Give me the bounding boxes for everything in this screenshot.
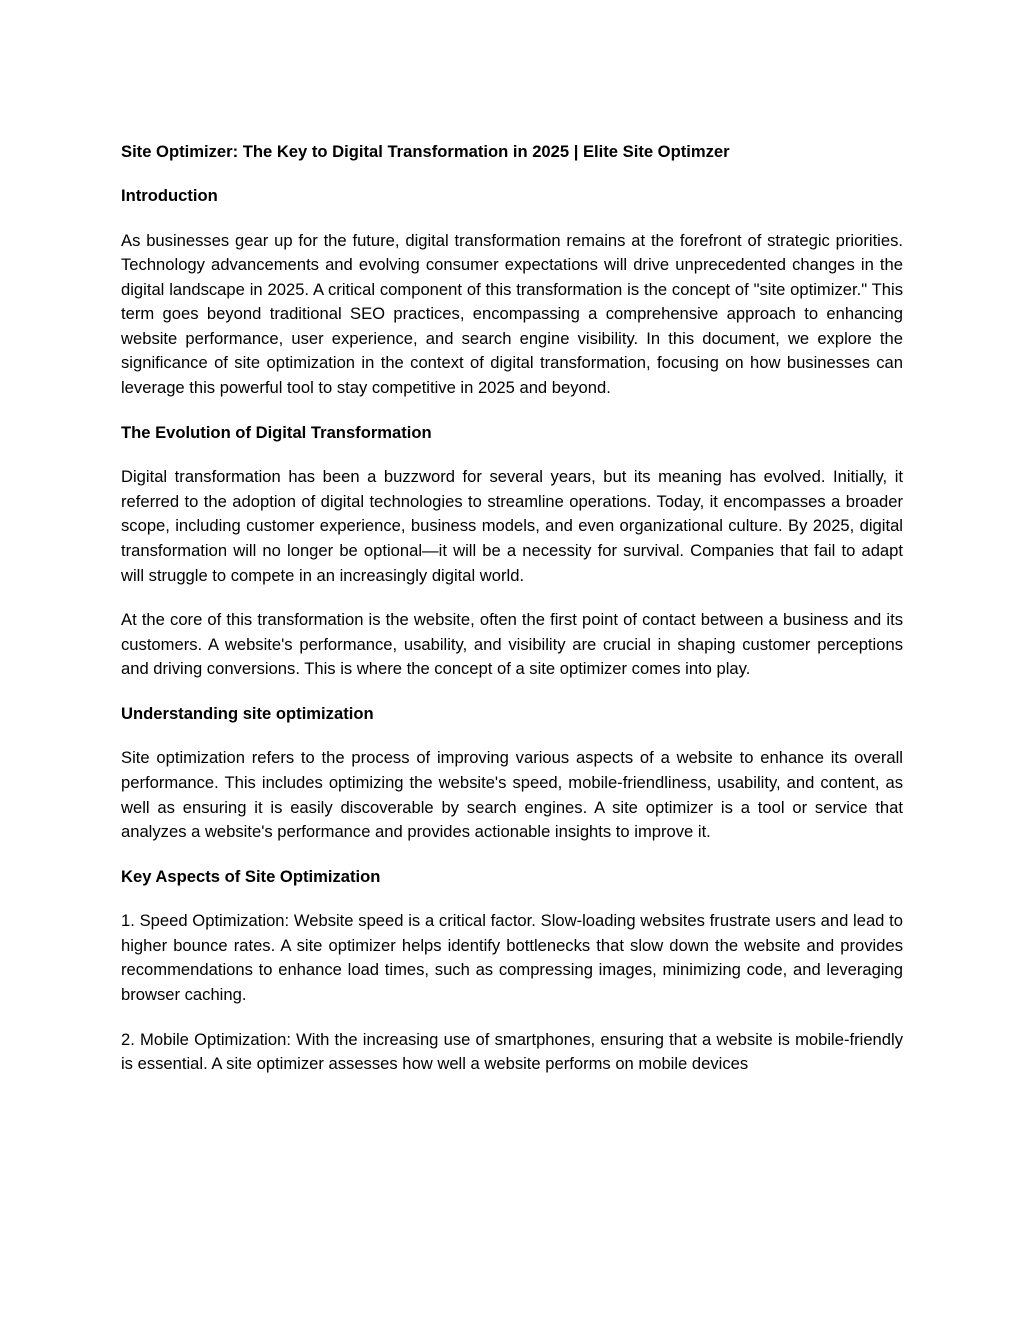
list-item-paragraph: 1. Speed Optimization: Website speed is a critical factor. Slow-loading websites frustrate users and lead to higher bounce rates. A site optimizer helps identify bottlenecks that slow down the website and provides recommendations to enhance load times, such as compressing images, minimizing code, and leveraging browser caching. bbox=[121, 911, 903, 1005]
section-heading: Understanding site optimization bbox=[121, 703, 374, 723]
section-key-aspects bbox=[121, 865, 903, 1077]
paragraph: As businesses gear up for the future, digital transformation remains at the forefront of strategic priorities. Technology advancements and evolving consumer expectations will drive unprecedented changes in the digital landscape in 2025. A critical component of this transformation is the concept of "site optimizer." This term goes beyond traditional SEO practices, encompassing a comprehensive approach to enhancing website performance, user experience, and search engine visibility. In this document, we explore the significance of site optimization in the context of digital transformation, focusing on how businesses can leverage this powerful tool to stay competitive in 2025 and beyond. bbox=[121, 230, 903, 398]
section-heading: Key Aspects of Site Optimization bbox=[121, 866, 381, 886]
list-item-paragraph: 2. Mobile Optimization: With the increasing use of smartphones, ensuring that a website is mobile-friendly is essential. A site optimizer assesses how well a website performs on mobile devices bbox=[121, 1029, 903, 1074]
paragraph: At the core of this transformation is the website, often the first point of contact between a business and its customers. A website's performance, usability, and visibility are crucial in shaping customer perceptions and driving conversions. This is where the concept of a site optimizer comes into play. bbox=[121, 610, 903, 679]
paragraph: Site optimization refers to the process of improving various aspects of a website to enhance its overall performance. This includes optimizing the website's speed, mobile-friendliness, usability, and content, as well as ensuring it is easily discoverable by search engines. A site optimizer is a tool or service that analyzes a website's performance and provides actionable insights to improve it. bbox=[121, 748, 903, 842]
section-heading: Introduction bbox=[121, 186, 218, 205]
paragraph: Digital transformation has been a buzzword for several years, but its meaning has evolved. Initially, it referred to the adoption of digital technologies to streamline operations. Today, it encompasses a broader scope, including customer experience, business models, and even organizational culture. By 2025, digital transformation will no longer be optional—it will be a necessity for survival. Companies that fail to adapt will struggle to compete in an increasingly digital world. bbox=[121, 467, 903, 585]
document-title: Site Optimizer: The Key to Digital Transformation in 2025 | Elite Site Optimzer bbox=[121, 142, 730, 161]
section-understanding bbox=[121, 702, 903, 845]
section-heading: The Evolution of Digital Transformation bbox=[121, 422, 432, 442]
section-evolution bbox=[121, 421, 903, 682]
document-page bbox=[121, 140, 903, 1097]
section-introduction bbox=[121, 184, 903, 401]
